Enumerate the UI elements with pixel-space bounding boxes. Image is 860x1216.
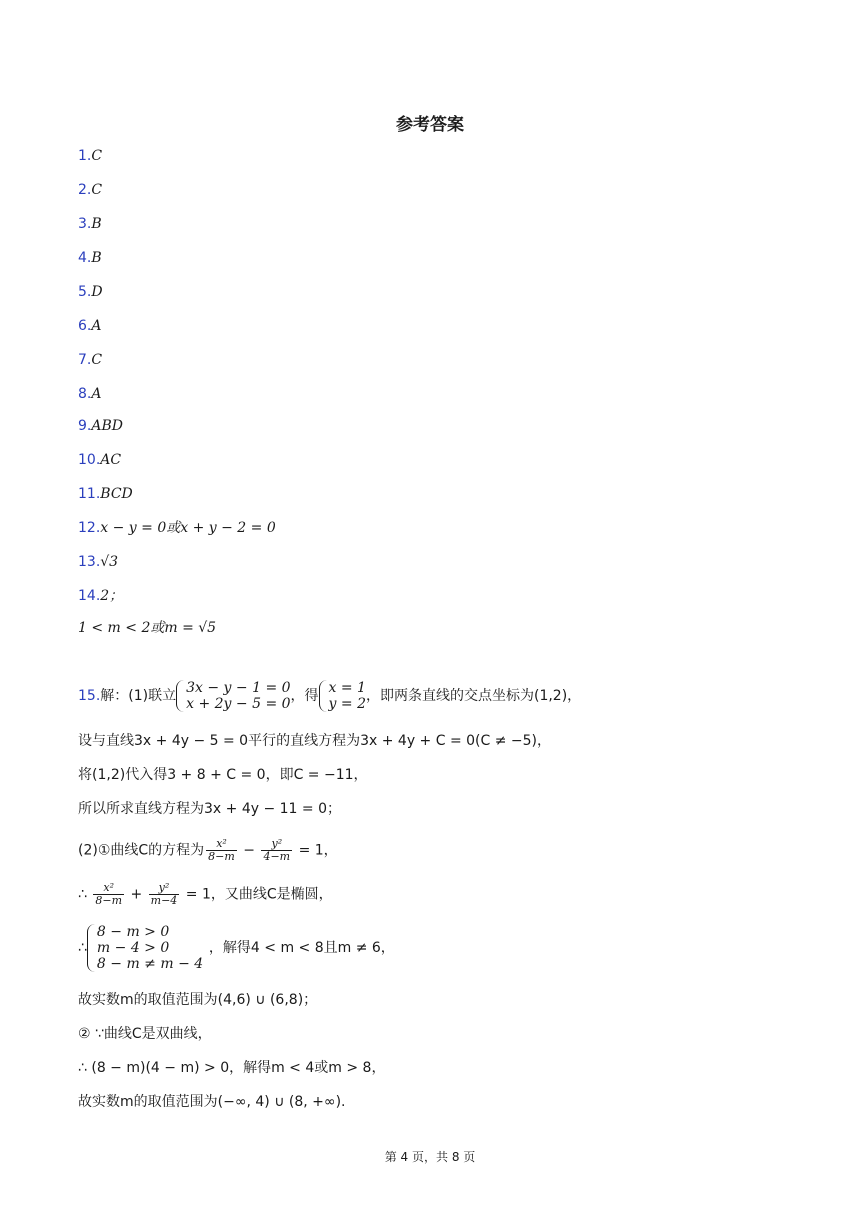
equation-system-2 (319, 680, 366, 712)
fraction (149, 882, 180, 907)
denominator: 8−m (95, 894, 123, 907)
answer-text: D (91, 284, 103, 300)
answer-text: C (91, 148, 103, 164)
q15-line1 (78, 680, 581, 712)
answer-item (78, 316, 101, 336)
q15-line8: 故实数m的取值范围为(4,6) ∪ (6,8)； (78, 992, 318, 1008)
answer-item (78, 484, 133, 504)
numerator: x² (93, 882, 124, 895)
fraction (206, 838, 237, 863)
denominator: m−4 (150, 894, 178, 907)
q15-line6 (78, 882, 333, 907)
q15-after: ，即两条直线的交点坐标为(1,2)， (365, 688, 582, 704)
l5-post: = 1， (294, 842, 338, 859)
l6-post: = 1，又曲线C是椭圆， (181, 886, 333, 903)
brace (176, 680, 185, 712)
l7-pre: ∴ (78, 940, 87, 956)
answer-text: BCD (100, 486, 133, 502)
answer-number: 3. (78, 216, 92, 232)
system-eq: 8 − m > 0 (96, 924, 170, 940)
l5-pre: (2)①曲线C的方程为 (78, 842, 205, 859)
q15-line7 (78, 924, 395, 972)
denominator: 4−m (263, 850, 291, 863)
equation-system-1 (176, 680, 290, 712)
system-eq: 3x − y − 1 = 0 (186, 680, 291, 696)
answer-number: 9. (78, 418, 92, 434)
q14-line2-text: 1 < m < 2或m = √5 (78, 620, 217, 636)
page-title: 参考答案 (396, 115, 464, 135)
denominator: 8−m (208, 850, 235, 863)
equation-system-3 (87, 924, 209, 972)
numerator: y² (261, 838, 292, 851)
q15-line5 (78, 838, 338, 863)
answer-number: 14. (78, 588, 101, 604)
plus: + (126, 886, 147, 903)
answer-number: 12. (78, 520, 101, 536)
answer-text: x − y = 0或x + y − 2 = 0 (100, 520, 276, 536)
answer-text: C (91, 352, 103, 368)
answer-item (78, 450, 121, 470)
answer-number: 6. (78, 318, 92, 334)
answer-number: 7. (78, 352, 92, 368)
system-eq: x + 2y − 5 = 0 (186, 696, 291, 712)
answer-item (78, 248, 102, 268)
answer-number: 1. (78, 148, 92, 164)
q14-line2 (78, 618, 216, 638)
answer-item (78, 384, 101, 404)
answer-item (78, 518, 276, 538)
fraction (93, 882, 124, 907)
answer-item (78, 214, 102, 234)
answer-item (78, 282, 103, 302)
answer-text: A (91, 318, 102, 334)
answer-number: 13. (78, 554, 101, 570)
system-eq: m − 4 > 0 (96, 940, 170, 956)
answer-item (78, 146, 102, 166)
answer-item (78, 180, 102, 200)
answer-text: B (91, 216, 102, 232)
answer-text: √3 (100, 554, 119, 570)
answer-item (78, 416, 123, 436)
q15-line10: ∴ (8 − m)(4 − m) > 0，解得m < 4或m > 8， (78, 1060, 386, 1076)
q15-line3: 将(1,2)代入得3 + 8 + C = 0，即C = −11， (78, 767, 368, 783)
answer-item (78, 350, 102, 370)
system-eq: y = 2 (328, 696, 366, 712)
system-eq: 8 − m ≠ m − 4 (96, 956, 204, 972)
answer-text: A (91, 386, 102, 402)
answer-number: 4. (78, 250, 92, 266)
numerator: x² (206, 838, 237, 851)
q15-number: 15. (78, 688, 101, 704)
answer-number: 8. (78, 386, 92, 402)
answer-text: 2； (100, 588, 124, 604)
minus: − (238, 842, 260, 859)
system-eq: x = 1 (328, 680, 366, 696)
numerator: y² (149, 882, 180, 895)
answer-number: 11. (78, 486, 101, 502)
answer-item (78, 552, 118, 572)
fraction (261, 838, 292, 863)
answer-text: AC (100, 452, 122, 468)
answer-text: ABD (91, 418, 123, 434)
q15-line4: 所以所求直线方程为3x + 4y − 11 = 0； (78, 801, 341, 817)
q15-line9: ② ∵曲线C是双曲线， (78, 1026, 212, 1042)
q15-line2: 设与直线3x + 4y − 5 = 0平行的直线方程为3x + 4y + C = 0(C ≠ −5)， (78, 733, 552, 749)
q15-intro: 解：(1)联立 (100, 688, 177, 704)
answer-item (78, 586, 123, 606)
answer-number: 10. (78, 452, 101, 468)
q15-get: ，得 (290, 688, 319, 704)
l7-post: ，解得4 < m < 8且m ≠ 6， (208, 940, 395, 956)
answer-text: C (91, 182, 103, 198)
answer-number: 2. (78, 182, 92, 198)
brace (319, 680, 328, 712)
page-footer: 第 4 页，共 8 页 (384, 1150, 476, 1164)
answer-text: B (91, 250, 102, 266)
brace (87, 924, 96, 972)
answer-number: 5. (78, 284, 92, 300)
q15-line11: 故实数m的取值范围为(−∞, 4) ∪ (8, +∞). (78, 1094, 346, 1110)
l6-pre: ∴ (78, 886, 92, 903)
